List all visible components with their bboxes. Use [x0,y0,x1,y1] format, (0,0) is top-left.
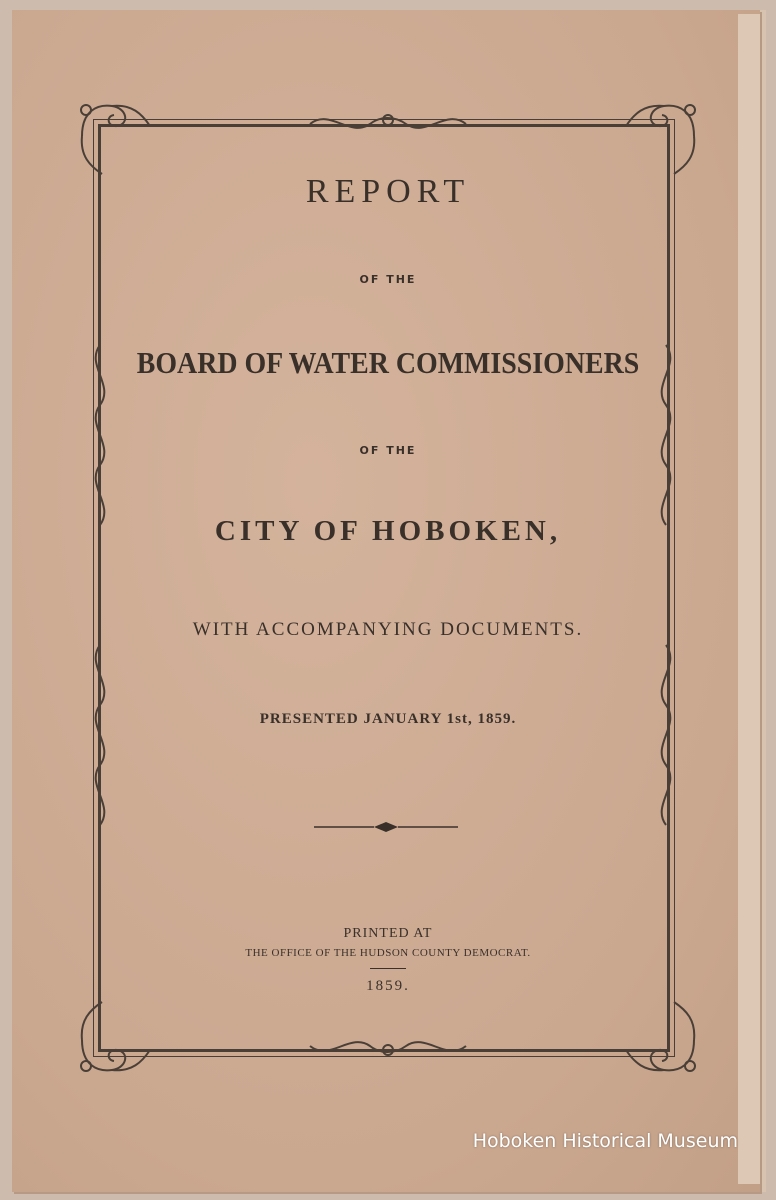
of-the-label: OF THE [359,444,417,457]
city-heading: CITY OF HOBOKEN, [214,515,562,547]
subtitle: WITH ACCOMPANYING DOCUMENTS. [192,619,584,640]
corner-ornament-icon [72,96,152,176]
presented-date: PRESENTED JANUARY 1st, 1859. [259,711,517,727]
printer-name: THE OFFICE OF THE HUDSON COUNTY DEMOCRAT. [245,947,531,959]
board-heading: BOARD OF WATER COMMISSIONERS [136,345,640,380]
of-the-label: OF THE [359,273,417,286]
report-title: REPORT [305,173,471,210]
divider-ornament-icon [312,820,460,834]
decorative-border [98,124,670,1052]
left-vine-ornament-icon [80,640,120,830]
corner-ornament-icon [624,96,704,176]
corner-ornament-icon [72,1000,152,1080]
corner-ornament-icon [624,1000,704,1080]
bottom-scroll-ornament-icon [305,1028,471,1064]
right-vine-ornament-icon [646,640,686,830]
museum-watermark: Hoboken Historical Museum [472,1130,738,1152]
top-scroll-ornament-icon [305,106,471,142]
divider-rule [370,968,406,969]
printed-at-label: PRINTED AT [343,926,433,941]
print-year: 1859. [366,978,410,994]
